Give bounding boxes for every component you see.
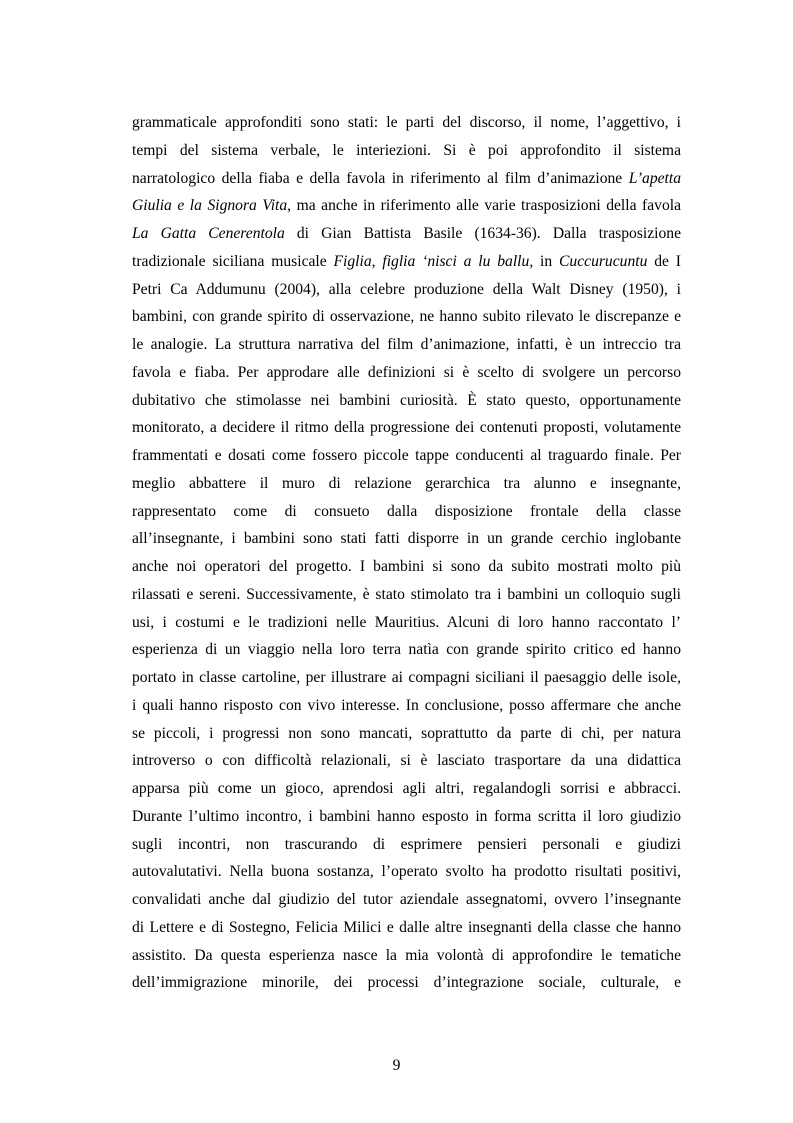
text-line <box>132 196 681 215</box>
text-run: all’insegnante, i bambini sono stati fatti disporre in un grande cerchio inglobante <box>132 530 681 548</box>
text-line <box>132 890 681 909</box>
italic-title: La Gatta Cenerentola <box>132 225 285 242</box>
text-run: apparsa più come un gioco, aprendosi agli altri, regalandogli sorrisi e abbracci. <box>132 780 681 797</box>
text-run: rilassati e sereni. Successivamente, è stato stimolato tra i bambini un colloquio sugli <box>132 585 681 603</box>
text-line <box>132 363 681 382</box>
text-run: anche noi operatori del progetto. I bambini si sono da subito mostrati molto più <box>132 558 681 575</box>
text-run: favola e fiaba. Per approdare alle definizioni si è scelto di svolgere un percorso <box>132 363 681 381</box>
italic-title: Figlia, figlia ‘nisci a lu ballu <box>333 252 530 270</box>
text-run: narratologico della fiaba e della favola in riferimento al film d’animazione <box>132 169 629 187</box>
text-line <box>132 474 681 493</box>
text-run: Petri Ca Addumunu (2004), alla celebre produzione della Walt Disney (1950), i <box>132 280 681 298</box>
text-run: le analogie. La struttura narrativa del film d’animazione, infatti, è un intreccio tra <box>132 336 681 353</box>
text-line <box>132 502 681 521</box>
text-line <box>132 446 681 465</box>
text-run: meglio abbattere il muro di relazione gerarchica tra alunno e insegnante, <box>132 474 681 492</box>
text-run: grammaticale approfonditi sono stati: le parti del discorso, il nome, l’aggettivo, i <box>132 114 681 131</box>
text-run: tempi del sistema verbale, le interiezioni. Si è poi approfondito il sistema <box>132 141 681 159</box>
text-line <box>132 529 681 548</box>
text-line <box>132 946 681 965</box>
italic-title: Giulia e la Signora Vita <box>132 197 288 215</box>
italic-title: Cuccurucuntu <box>559 252 648 270</box>
text-line <box>132 668 681 687</box>
text-run: introverso o con difficoltà relazionali, si è lasciato trasportare da una didattica <box>132 752 681 770</box>
text-run: di Gian Battista Basile (1634-36). Dalla trasposizione <box>284 225 681 242</box>
text-run: usi, i costumi e le tradizioni nelle Mauritius. Alcuni di loro hanno raccontato l’ <box>132 613 681 631</box>
text-line <box>132 113 681 132</box>
text-line <box>132 335 681 354</box>
text-run: dell’immigrazione minorile, dei processi d’integrazione sociale, culturale, e <box>132 974 681 992</box>
text-line <box>132 224 681 243</box>
text-line <box>132 779 681 798</box>
text-line <box>132 918 681 937</box>
italic-title: L’apetta <box>628 169 681 187</box>
text-run: tradizionale siciliana musicale <box>132 252 334 270</box>
page-number: 9 <box>392 1057 401 1074</box>
text-line <box>132 807 681 826</box>
text-line <box>132 252 681 271</box>
text-run: portato in classe cartoline, per illustrare ai compagni siciliani il paesaggio delle isole, <box>132 669 681 686</box>
text-run: de I <box>647 252 681 270</box>
text-run: se piccoli, i progressi non sono mancati, soprattutto da parte di chi, per natura <box>132 724 681 742</box>
text-line <box>132 862 681 881</box>
text-line <box>132 280 681 299</box>
text-run: esperienza di un viaggio nella loro terra natìa con grande spirito critico ed hanno <box>132 641 681 659</box>
text-line <box>132 141 681 160</box>
text-run: i quali hanno risposto con vivo interesse. In conclusione, posso affermare che anche <box>132 696 681 714</box>
text-run: rappresentato come di consueto dalla disposizione frontale della classe <box>132 502 681 520</box>
text-run: monitorato, a decidere il ritmo della progressione dei contenuti proposti, volutamente <box>132 419 681 437</box>
text-line <box>132 724 681 743</box>
text-line <box>132 557 681 576</box>
text-line <box>132 751 681 770</box>
text-run: autovalutativi. Nella buona sostanza, l’operato svolto ha prodotto risultati positivi, <box>132 863 681 881</box>
text-run: di Lettere e di Sostegno, Felicia Milici e dalle altre insegnanti della classe che hanno <box>132 918 681 936</box>
text-line <box>132 835 681 854</box>
text-line <box>132 169 681 188</box>
text-line <box>132 613 681 632</box>
text-line <box>132 391 681 410</box>
text-line <box>132 585 681 604</box>
text-run: Durante l’ultimo incontro, i bambini hanno esposto in forma scritta il loro giudizio <box>132 807 681 825</box>
text-run: , ma anche in riferimento alle varie trasposizioni della favola <box>287 197 681 215</box>
text-run: convalidati anche dal giudizio del tutor aziendale assegnatomi, ovvero l’insegnante <box>132 891 681 908</box>
text-line <box>132 307 681 326</box>
text-run: assistito. Da questa esperienza nasce la mia volontà di approfondire le tematiche <box>132 946 681 964</box>
text-line <box>132 418 681 437</box>
text-run: dubitativo che stimolasse nei bambini curiosità. È stato questo, opportunamente <box>132 391 681 409</box>
text-line <box>132 973 681 992</box>
text-run: , in <box>529 252 560 270</box>
text-run: bambini, con grande spirito di osservazione, ne hanno subito rilevato le discrepanze e <box>132 308 681 326</box>
text-line <box>132 696 681 715</box>
text-run: sugli incontri, non trascurando di esprimere pensieri personali e giudizi <box>132 835 681 853</box>
text-line <box>132 640 681 659</box>
text-run: frammentati e dosati come fossero piccole tappe conducenti al traguardo finale. Per <box>132 447 681 464</box>
